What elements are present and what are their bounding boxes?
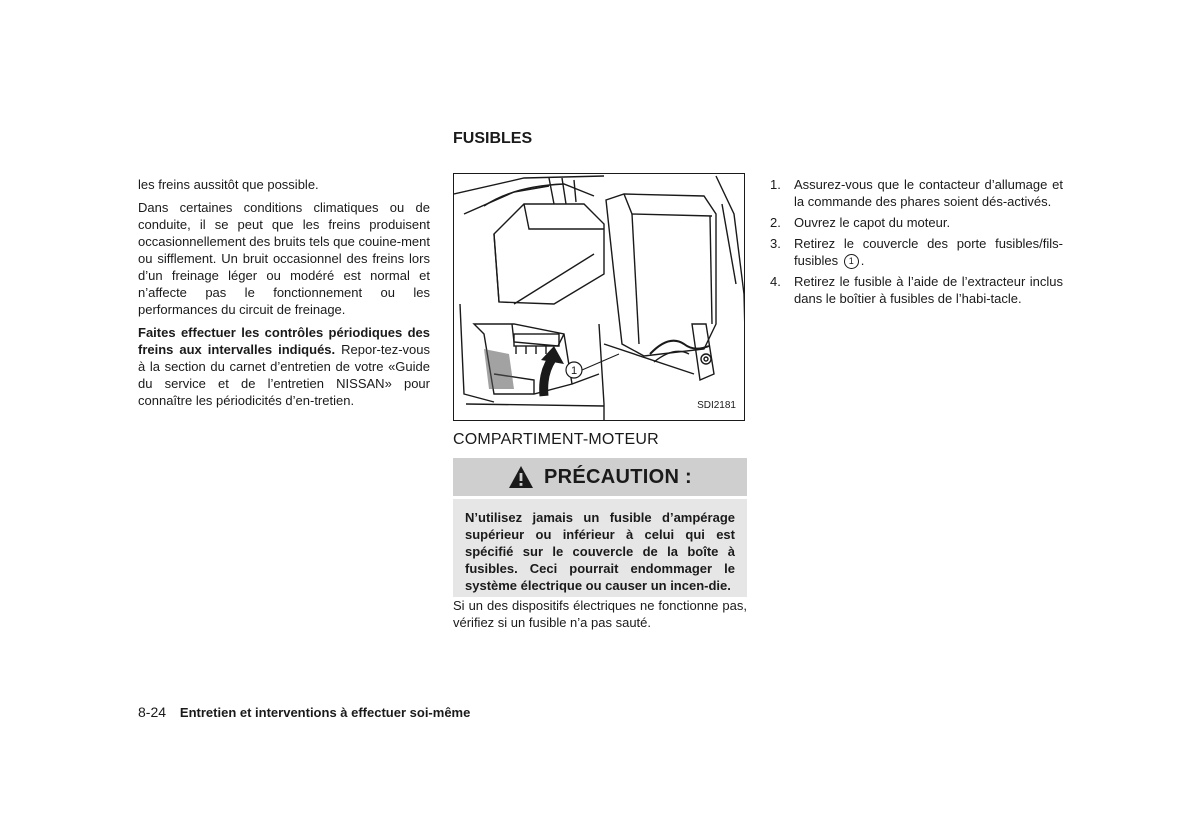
caution-header — [453, 458, 747, 496]
fuse-procedure-steps — [770, 176, 1063, 307]
right-column — [770, 176, 1063, 311]
page-footer — [138, 704, 470, 720]
step-2-number: 2. — [770, 215, 781, 230]
step-3-text — [794, 235, 1063, 269]
middle-column — [453, 130, 747, 637]
brakes-check-bold: Faites effectuer les contrôles périodiques des freins aux intervalles indiqués. — [138, 325, 430, 357]
brakes-check-paragraph — [138, 324, 430, 409]
step-3-text-before: Retirez le couvercle des porte fusibles/fils-fusibles — [794, 236, 1063, 268]
section-title: FUSIBLES — [453, 130, 533, 147]
step-4 — [770, 273, 1063, 307]
figure-callout-number: 1 — [570, 365, 578, 377]
brakes-noise-paragraph: Dans certaines conditions climatiques ou de conduite, il se peut que les freins produisent occasionnellement des bruits tels que couine-ment ou sifflement. Un bruit occasionnel des freins lors d’un freinage léger ou modéré est normal et n’affecte pas le fonctionnement ou les performances du circuit de freinage. — [138, 200, 430, 317]
brakes-intro: les freins aussitôt que possible. — [138, 177, 319, 192]
step-3-callout: 1 — [844, 254, 859, 269]
engine-compartment-illustration — [454, 174, 745, 421]
step-1-text: Assurez-vous que le contacteur d’allumage et la commande des phares soient dés-activés. — [794, 177, 1063, 209]
step-4-number: 4. — [770, 274, 781, 290]
blown-fuse-paragraph: Si un des dispositifs électriques ne fonctionne pas, vérifiez si un fusible n’a pas sauté. — [453, 598, 747, 630]
brakes-check-rest: Repor-tez-vous à la section du carnet d’entretien de votre «Guide du service et de l’entretien NISSAN» pour connaître les périodicités d’en-tretien. — [138, 342, 430, 408]
step-3-number: 3. — [770, 236, 781, 251]
step-3 — [770, 235, 1063, 269]
step-4-text: Retirez le fusible à l’aide de l’extracteur inclus dans le boîtier à fusibles de l’habi-tacle. — [794, 274, 1063, 307]
warning-triangle-icon — [508, 465, 534, 489]
step-2-text: Ouvrez le capot du moteur. — [794, 215, 951, 230]
caution-text: N’utilisez jamais un fusible d’ampérage supérieur ou inférieur à celui qui est spécifié sur le couvercle de la boîte à fusibles. Ceci pourrait endommager le système électrique ou causer un incen-die. — [465, 510, 735, 593]
step-3-text-after: . — [860, 253, 865, 268]
step-2 — [770, 214, 1063, 231]
engine-compartment-figure — [453, 173, 745, 421]
page-number: 8-24 — [138, 704, 167, 720]
engine-compartment-heading: COMPARTIMENT-MOTEUR — [453, 431, 659, 448]
footer-chapter-title: Entretien et interventions à effectuer soi-même — [179, 705, 471, 720]
figure-label: SDI2181 — [697, 400, 736, 411]
caution-title: PRÉCAUTION : — [543, 465, 693, 488]
step-1 — [770, 176, 1063, 210]
left-column — [138, 176, 430, 415]
caution-body — [453, 499, 747, 597]
step-1-number: 1. — [770, 177, 781, 192]
